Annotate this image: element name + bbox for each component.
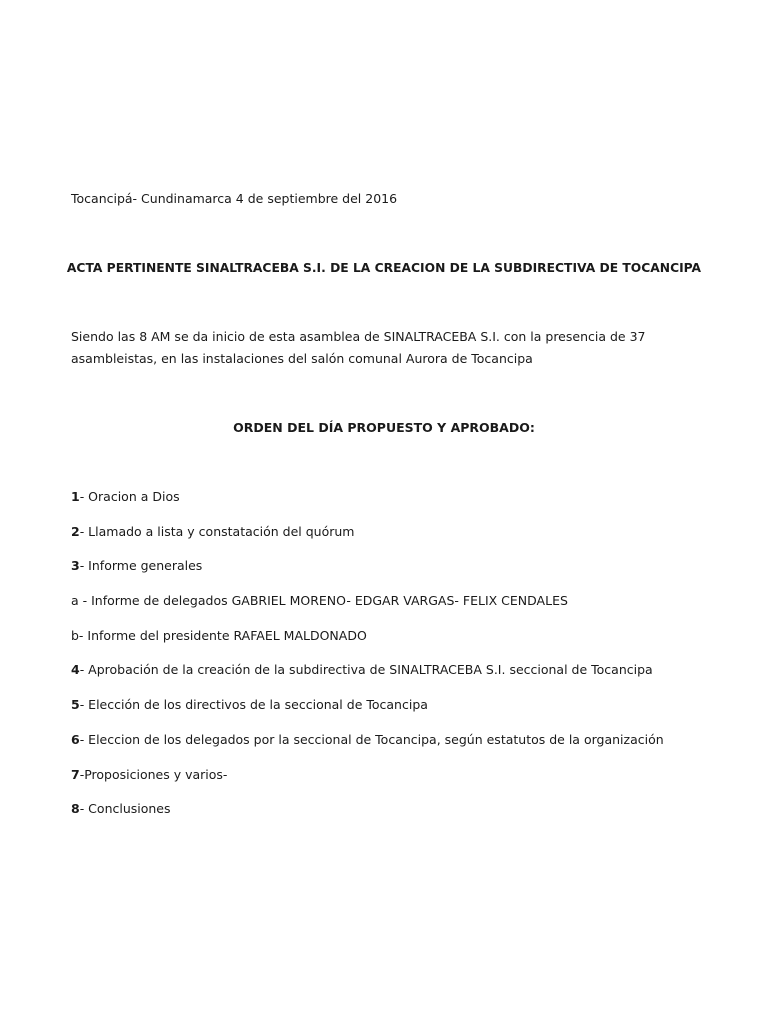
agenda-item-text: b- Informe del presidente RAFAEL MALDONADO: [71, 627, 367, 643]
agenda-item-text: - Conclusiones: [79, 801, 171, 817]
agenda-item-text: a - Informe de delegados GABRIEL MORENO- EDGAR VARGAS- FELIX CENDALES: [71, 593, 568, 609]
agenda-item-number: 6: [71, 731, 80, 747]
agenda-heading: ORDEN DEL DÍA PROPUESTO Y APROBADO:: [233, 420, 535, 435]
agenda-item-number: 2: [71, 523, 80, 539]
agenda-item: [71, 486, 731, 521]
agenda-list: [71, 486, 731, 833]
agenda-item-text: - Elección de los directivos de la seccional de Tocancipa: [79, 697, 428, 713]
intro-line: asambleistas, en las instalaciones del salón comunal Aurora de Tocancipa: [71, 351, 533, 366]
agenda-subitem: [71, 590, 731, 625]
agenda-item-text: - Informe generales: [79, 558, 203, 574]
agenda-subitem: [71, 625, 731, 660]
agenda-item: [71, 694, 731, 729]
agenda-item: [71, 729, 731, 764]
document-title: ACTA PERTINENTE SINALTRACEBA S.I. DE LA CREACION DE LA SUBDIRECTIVA DE TOCANCIPA: [66, 261, 702, 275]
agenda-item-number: 8: [71, 801, 80, 817]
date-line: Tocancipá- Cundinamarca 4 de septiembre del 2016: [71, 191, 398, 206]
agenda-item-number: 1: [71, 489, 80, 504]
agenda-item-number: 7: [71, 766, 80, 782]
intro-paragraph: [71, 326, 711, 370]
agenda-item: [71, 798, 731, 833]
agenda-item-number: 5: [71, 697, 80, 713]
agenda-item: [71, 659, 731, 694]
agenda-item-text: - Aprobación de la creación de la subdirectiva de SINALTRACEBA S.I. seccional de Tocancipa: [79, 662, 653, 678]
agenda-item: [71, 521, 731, 556]
agenda-item-text: -Proposiciones y varios-: [79, 766, 228, 782]
agenda-item-text: - Llamado a lista y constatación del quórum: [79, 523, 355, 539]
agenda-item-number: 3: [71, 558, 80, 574]
agenda-item-number: 4: [71, 662, 80, 678]
agenda-item-text: - Eleccion de los delegados por la seccional de Tocancipa, según estatutos de la organización: [79, 731, 664, 747]
agenda-item-text: - Oracion a Dios: [79, 489, 180, 504]
agenda-item: [71, 555, 731, 590]
intro-line: Siendo las 8 AM se da inicio de esta asamblea de SINALTRACEBA S.I. con la presencia de 37: [71, 329, 646, 344]
agenda-item: [71, 764, 731, 799]
